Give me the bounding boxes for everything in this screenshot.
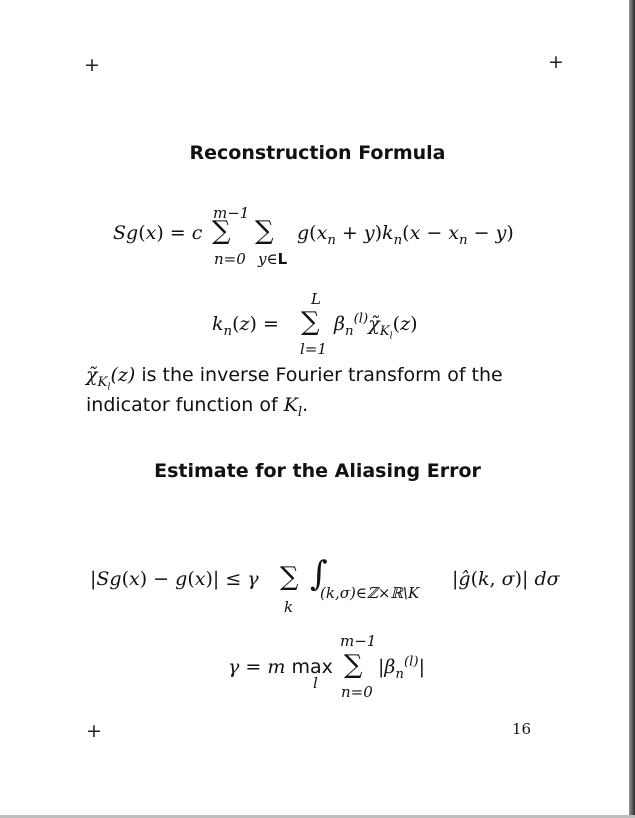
eq3-integral-lower: (k,σ)∈ℤ×ℝ\K <box>320 584 420 602</box>
crop-mark-bottom-left: + <box>86 720 102 742</box>
crop-mark-top-left: + <box>84 54 100 76</box>
eq2-body: $\beta_n^{(l)}\chĩ_{K_l}(z)$ <box>334 311 418 342</box>
eq4-max-lower: l <box>313 674 318 692</box>
eq1-sum1-lower: n=0 <box>214 250 246 268</box>
page-number: 16 <box>512 720 532 738</box>
eq1-lhs: Sg(x) = c <box>113 222 203 244</box>
scan-edge-right <box>629 0 635 818</box>
eq2-sum-symbol: ∑ <box>301 307 320 337</box>
eq1-sum2-symbol: ∑ <box>255 216 274 246</box>
eq1-sum2-lower: y∈L <box>258 250 288 268</box>
eq1-sum1-upper: m−1 <box>213 204 250 222</box>
eq3-body: |ĝ(k, σ)| dσ <box>452 568 560 590</box>
heading-aliasing-error: Estimate for the Aliasing Error <box>154 460 481 482</box>
eq2-sum-lower: l=1 <box>300 340 327 358</box>
heading-reconstruction-formula: Reconstruction Formula <box>189 142 446 164</box>
eq4-sum-lower: n=0 <box>341 683 373 701</box>
eq3-lhs: |Sg(x) − g(x)| ≤ γ <box>90 568 259 590</box>
eq1-body: $g(x_n + y)k_n(x - x_n - y)$ <box>297 222 514 248</box>
eq4-lhs: γ = m max <box>228 656 333 678</box>
eq4-sum-upper: m−1 <box>340 632 377 650</box>
eq3-sum-symbol: ∑ <box>280 562 299 592</box>
eq3-integral-symbol: ∫ <box>310 554 328 594</box>
eq2-lhs: $k_n(z)$ = <box>212 313 279 339</box>
eq4-body: $|\beta_n^{(l)}|$ <box>378 654 426 682</box>
eq2-sum-upper: L <box>311 290 321 308</box>
eq4-sum-symbol: ∑ <box>344 650 363 680</box>
crop-mark-top-right: + <box>548 51 564 73</box>
eq1-sum1-symbol: ∑ <box>212 216 231 246</box>
eq3-sum-lower: k <box>284 598 294 616</box>
explanation-text: $\chĩ_{K_l}(z)$ is the inverse Fourier transform of the indicator function of $K_l$. <box>86 364 503 420</box>
